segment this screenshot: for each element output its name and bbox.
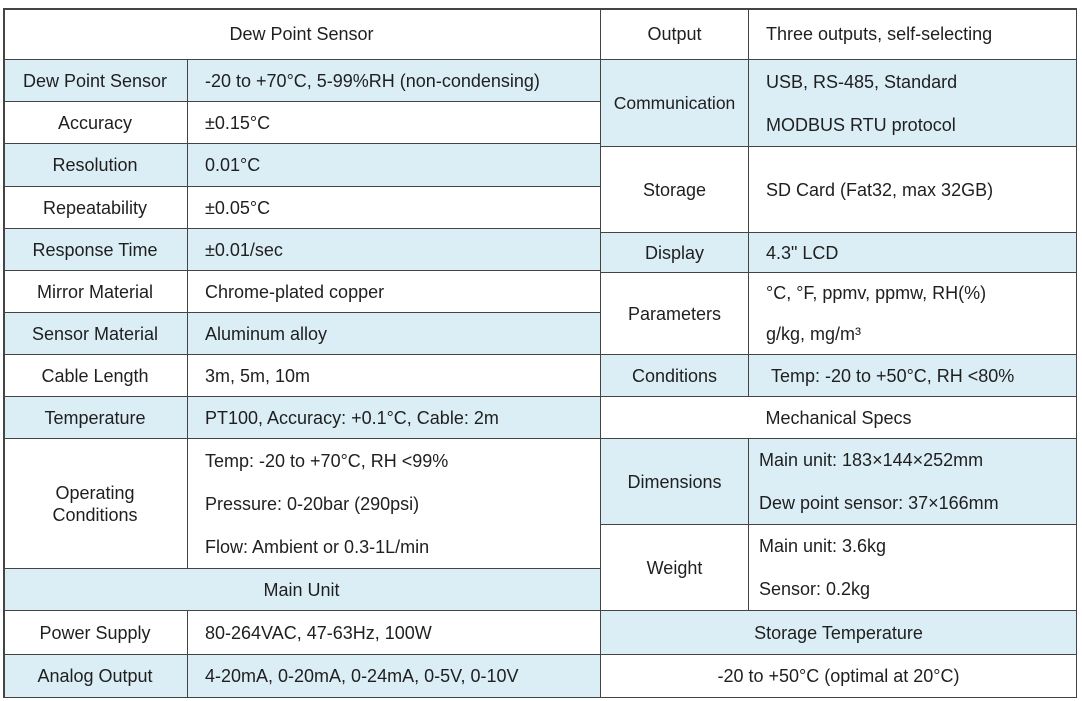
- spec-value: ±0.15°C: [188, 102, 601, 144]
- parameters-values: [749, 273, 1077, 355]
- spec-value: 4-20mA, 0-20mA, 0-24mA, 0-5V, 0-10V: [188, 655, 601, 698]
- left-header: Dew Point Sensor: [3, 8, 601, 60]
- main-unit-header: Main Unit: [3, 569, 601, 611]
- mechanical-specs-header: Mechanical Specs: [601, 397, 1077, 439]
- spec-value: Sensor: 0.2kg: [759, 578, 871, 599]
- communication-values: [749, 60, 1077, 147]
- dimensions-values: [749, 439, 1077, 525]
- spec-label: Weight: [601, 525, 749, 611]
- spec-label: Output: [601, 8, 749, 60]
- operating-label-line: Operating: [55, 482, 135, 503]
- spec-label: Storage: [601, 147, 749, 233]
- spec-label: Sensor Material: [3, 313, 188, 355]
- storage-temperature-header: Storage Temperature: [601, 611, 1077, 655]
- storage-temperature-value: -20 to +50°C (optimal at 20°C): [601, 655, 1077, 698]
- spec-label: Analog Output: [3, 655, 188, 698]
- spec-value: 80-264VAC, 47-63Hz, 100W: [188, 611, 601, 655]
- operating-conditions-label: [3, 439, 188, 569]
- spec-value: 0.01°C: [188, 144, 601, 187]
- spec-value: USB, RS-485, Standard: [766, 71, 958, 92]
- spec-value: °C, °F, ppmv, ppmw, RH(%): [766, 283, 987, 304]
- spec-value: Dew point sensor: 37×166mm: [759, 492, 999, 513]
- spec-label: Accuracy: [3, 102, 188, 144]
- spec-value: Three outputs, self-selecting: [749, 8, 1077, 60]
- operating-label-line: Conditions: [52, 504, 138, 525]
- spec-value: Main unit: 183×144×252mm: [759, 450, 984, 471]
- spec-label: Temperature: [3, 397, 188, 439]
- spec-label: Cable Length: [3, 355, 188, 397]
- operating-value: Pressure: 0-20bar (290psi): [205, 493, 420, 514]
- spec-value: ±0.01/sec: [188, 229, 601, 271]
- spec-label: Dimensions: [601, 439, 749, 525]
- operating-value: Flow: Ambient or 0.3-1L/min: [205, 536, 430, 557]
- spec-label: Response Time: [3, 229, 188, 271]
- spec-label: Power Supply: [3, 611, 188, 655]
- operating-conditions-values: [188, 439, 601, 569]
- spec-value: Aluminum alloy: [188, 313, 601, 355]
- spec-value: Main unit: 3.6kg: [759, 536, 887, 557]
- spec-value: -20 to +70°C, 5-99%RH (non-condensing): [188, 60, 601, 102]
- spec-label: Conditions: [601, 355, 749, 397]
- spec-value: PT100, Accuracy: +0.1°C, Cable: 2m: [188, 397, 601, 439]
- spec-value: g/kg, mg/m³: [766, 323, 862, 344]
- spec-label: Display: [601, 233, 749, 273]
- spec-label: Communication: [601, 60, 749, 147]
- spec-label: Mirror Material: [3, 271, 188, 313]
- spec-value: Temp: -20 to +50°C, RH <80%: [749, 355, 1077, 397]
- spec-label: Dew Point Sensor: [3, 60, 188, 102]
- spec-value: SD Card (Fat32, max 32GB): [749, 147, 1077, 233]
- spec-label: Repeatability: [3, 187, 188, 229]
- spec-value: MODBUS RTU protocol: [766, 114, 956, 135]
- spec-value: ±0.05°C: [188, 187, 601, 229]
- spec-label: Resolution: [3, 144, 188, 187]
- spec-value: 4.3" LCD: [749, 233, 1077, 273]
- spec-value: Chrome-plated copper: [188, 271, 601, 313]
- operating-value: Temp: -20 to +70°C, RH <99%: [205, 450, 449, 471]
- weight-values: [749, 525, 1077, 611]
- spec-label: Parameters: [601, 273, 749, 355]
- spec-value: 3m, 5m, 10m: [188, 355, 601, 397]
